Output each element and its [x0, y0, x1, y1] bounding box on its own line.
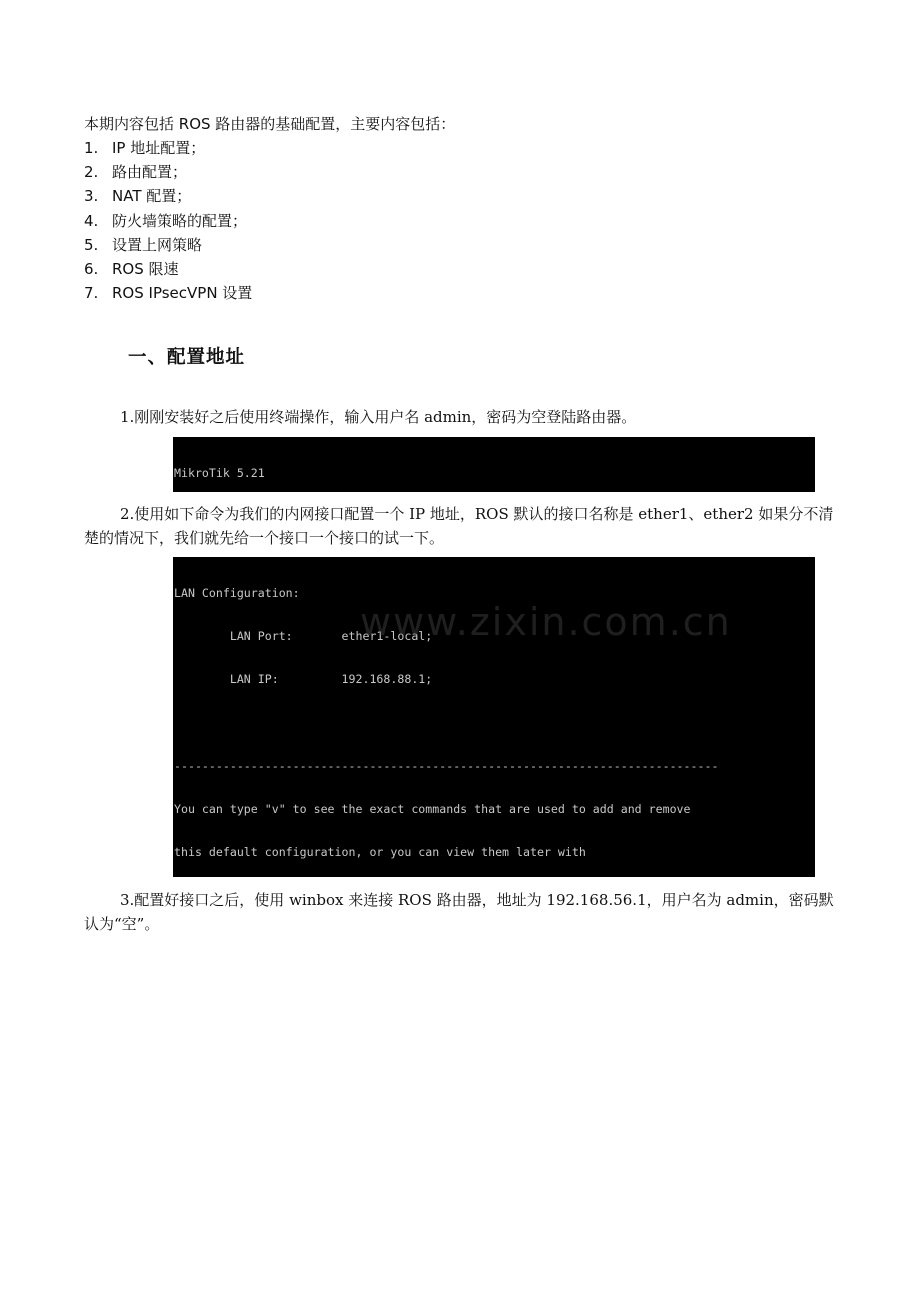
list-number: 6. [84, 259, 99, 278]
terminal-separator: ------------------------------------------------------------------------------ [174, 758, 719, 773]
list-number: 1. [84, 139, 99, 157]
terminal-line: You can type "v" to see the exact commands that are used to add and remove [174, 801, 691, 816]
terminal-login-screenshot [173, 437, 815, 492]
list-text: NAT 配置； [112, 187, 192, 206]
step1-paragraph: 1.刚刚安装好之后使用终端操作，输入用户名 admin，密码为空登陆路由器。 [120, 408, 637, 426]
section-heading: 一、配置地址 [128, 347, 246, 368]
step3-paragraph: 3.配置好接口之后，使用 winbox 来连接 ROS 路由器，地址为 192.168.56.1，用户名为 admin，密码默认为“空”。 [84, 891, 834, 933]
list-text: ROS 限速 [112, 259, 179, 278]
list-item [84, 185, 252, 209]
list-item [84, 258, 252, 282]
list-number: 3. [84, 187, 99, 206]
list-number: 4. [84, 211, 99, 230]
list-text: IP 地址配置； [112, 139, 206, 157]
terminal-line: LAN Configuration: [174, 585, 300, 600]
list-item [84, 137, 252, 161]
terminal-config-screenshot [173, 557, 815, 877]
terminal-line: MikroTik 5.21 [174, 465, 265, 480]
list-text: 路由配置； [112, 163, 188, 182]
list-item [84, 282, 252, 306]
watermark: www.zixin.com.cn [360, 600, 732, 644]
terminal-line: LAN Port: ether1-local; [174, 629, 433, 644]
step2-paragraph: 2.使用如下命令为我们的内网接口配置一个 IP 地址，ROS 默认的接口名称是 ether1、ether2 如果分不清楚的情况下，我们就先给一个接口一个接口的试一下。 [84, 505, 834, 547]
list-number: 2. [84, 163, 99, 182]
list-text: ROS IPsecVPN 设置 [112, 284, 253, 303]
list-item [84, 210, 252, 234]
terminal-line [173, 715, 815, 729]
list-text: 设置上网策略 [112, 235, 203, 254]
list-text: 防火墙策略的配置； [112, 211, 248, 230]
intro-text: 本期内容包括 ROS 路由器的基础配置，主要内容包括： [84, 115, 456, 133]
list-item [84, 234, 252, 258]
terminal-line: LAN IP: 192.168.88.1; [174, 672, 433, 687]
list-number: 7. [84, 284, 99, 303]
terminal-line: this default configuration, or you can view them later with [174, 845, 586, 860]
list-item [84, 161, 252, 185]
list-number: 5. [84, 235, 99, 254]
contents-list [84, 137, 252, 306]
